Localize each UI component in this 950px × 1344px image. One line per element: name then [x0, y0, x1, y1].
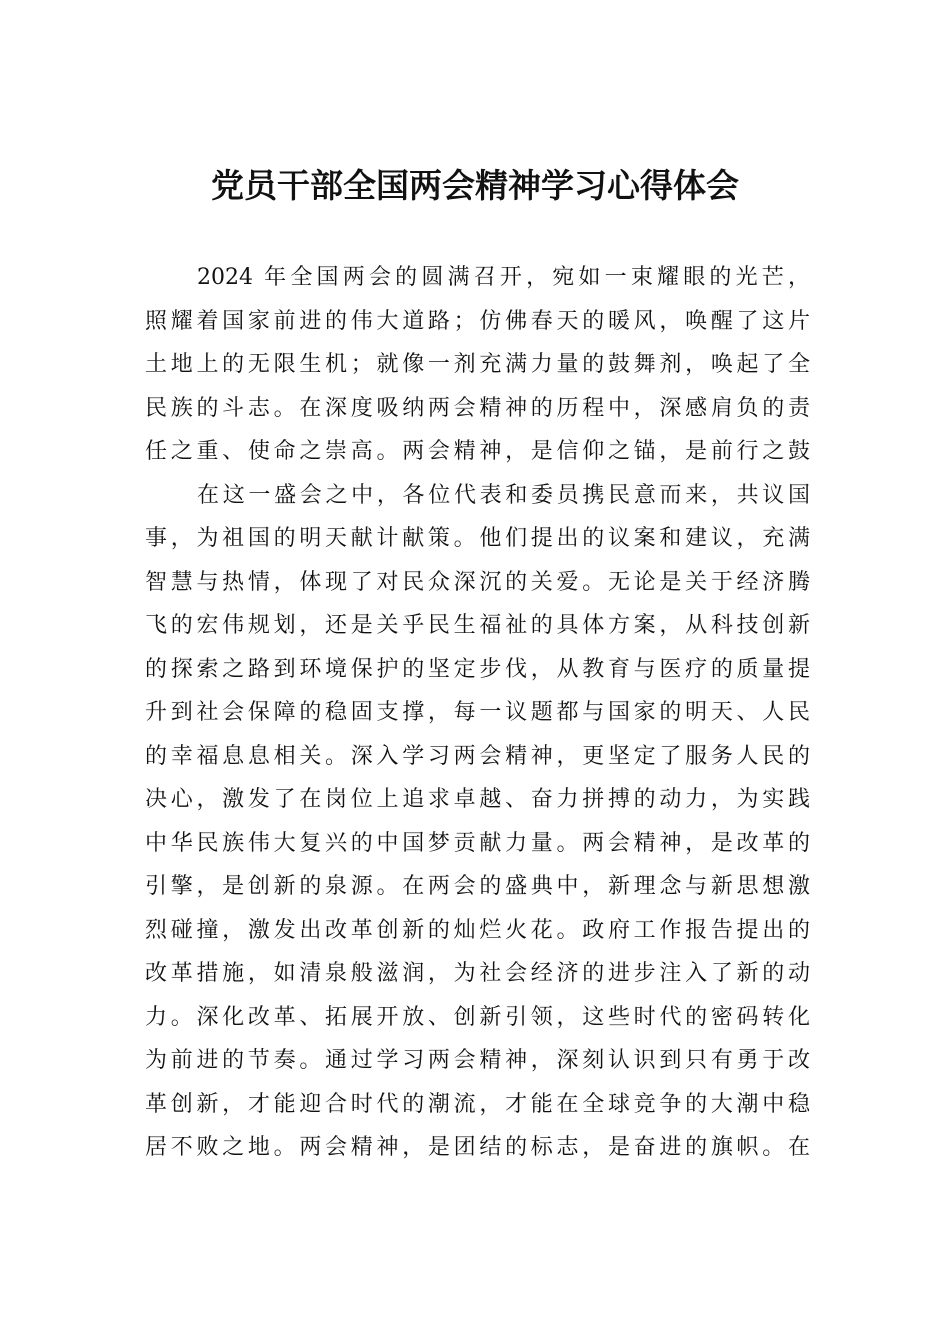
paragraph-line: 土地上的无限生机；就像一剂充满力量的鼓舞剂，唤起了全 — [145, 352, 810, 377]
paragraph-line: 烈碰撞，激发出改革创新的灿烂火花。政府工作报告提出的 — [145, 917, 810, 943]
paragraph-line: 民族的斗志。在深度吸纳两会精神的历程中，深感肩负的责 — [145, 395, 810, 421]
document-title: 党员干部全国两会精神学习心得体会 — [211, 166, 739, 205]
paragraph-line: 引擎，是创新的泉源。在两会的盛典中，新理念与新思想激 — [145, 874, 810, 899]
paragraph-line: 为前进的节奏。通过学习两会精神，深刻认识到只有勇于改 — [145, 1048, 810, 1073]
paragraph-line: 改革措施，如清泉般滋润，为社会经济的进步注入了新的动 — [145, 961, 810, 986]
paragraph-line: 照耀着国家前进的伟大道路；仿佛春天的暖风，唤醒了这片 — [145, 308, 810, 334]
paragraph-line: 2024 年全国两会的圆满召开，宛如一束耀眼的光芒， — [197, 265, 810, 290]
paragraph-line: 革创新，才能迎合时代的潮流，才能在全球竞争的大潮中稳 — [145, 1091, 810, 1117]
paragraph-line: 力。深化改革、拓展开放、创新引领，这些时代的密码转化 — [145, 1004, 810, 1030]
paragraph-line: 中华民族伟大复兴的中国梦贡献力量。两会精神，是改革的 — [145, 830, 810, 856]
paragraph-line: 在这一盛会之中，各位代表和委员携民意而来，共议国 — [197, 482, 810, 508]
paragraph-line: 智慧与热情，体现了对民众深沉的关爱。无论是关于经济腾 — [145, 569, 810, 595]
paragraph-line: 的幸福息息相关。深入学习两会精神，更坚定了服务人民的 — [145, 743, 810, 769]
paragraph-line: 升到社会保障的稳固支撑，每一议题都与国家的明天、人民 — [145, 700, 810, 725]
document-body — [145, 256, 810, 1170]
paragraph-line: 事，为祖国的明天献计献策。他们提出的议案和建议，充满 — [145, 526, 810, 551]
paragraph-line: 的探索之路到环境保护的坚定步伐，从教育与医疗的质量提 — [145, 656, 810, 682]
paragraph-line: 任之重、使命之崇高。两会精神，是信仰之锚，是前行之鼓 — [145, 439, 810, 464]
paragraph-line: 飞的宏伟规划，还是关乎民生福祉的具体方案，从科技创新 — [145, 613, 810, 638]
paragraph-line: 决心，激发了在岗位上追求卓越、奋力拼搏的动力，为实践 — [145, 787, 810, 812]
paragraph-line: 居不败之地。两会精神，是团结的标志，是奋进的旗帜。在 — [145, 1135, 810, 1160]
